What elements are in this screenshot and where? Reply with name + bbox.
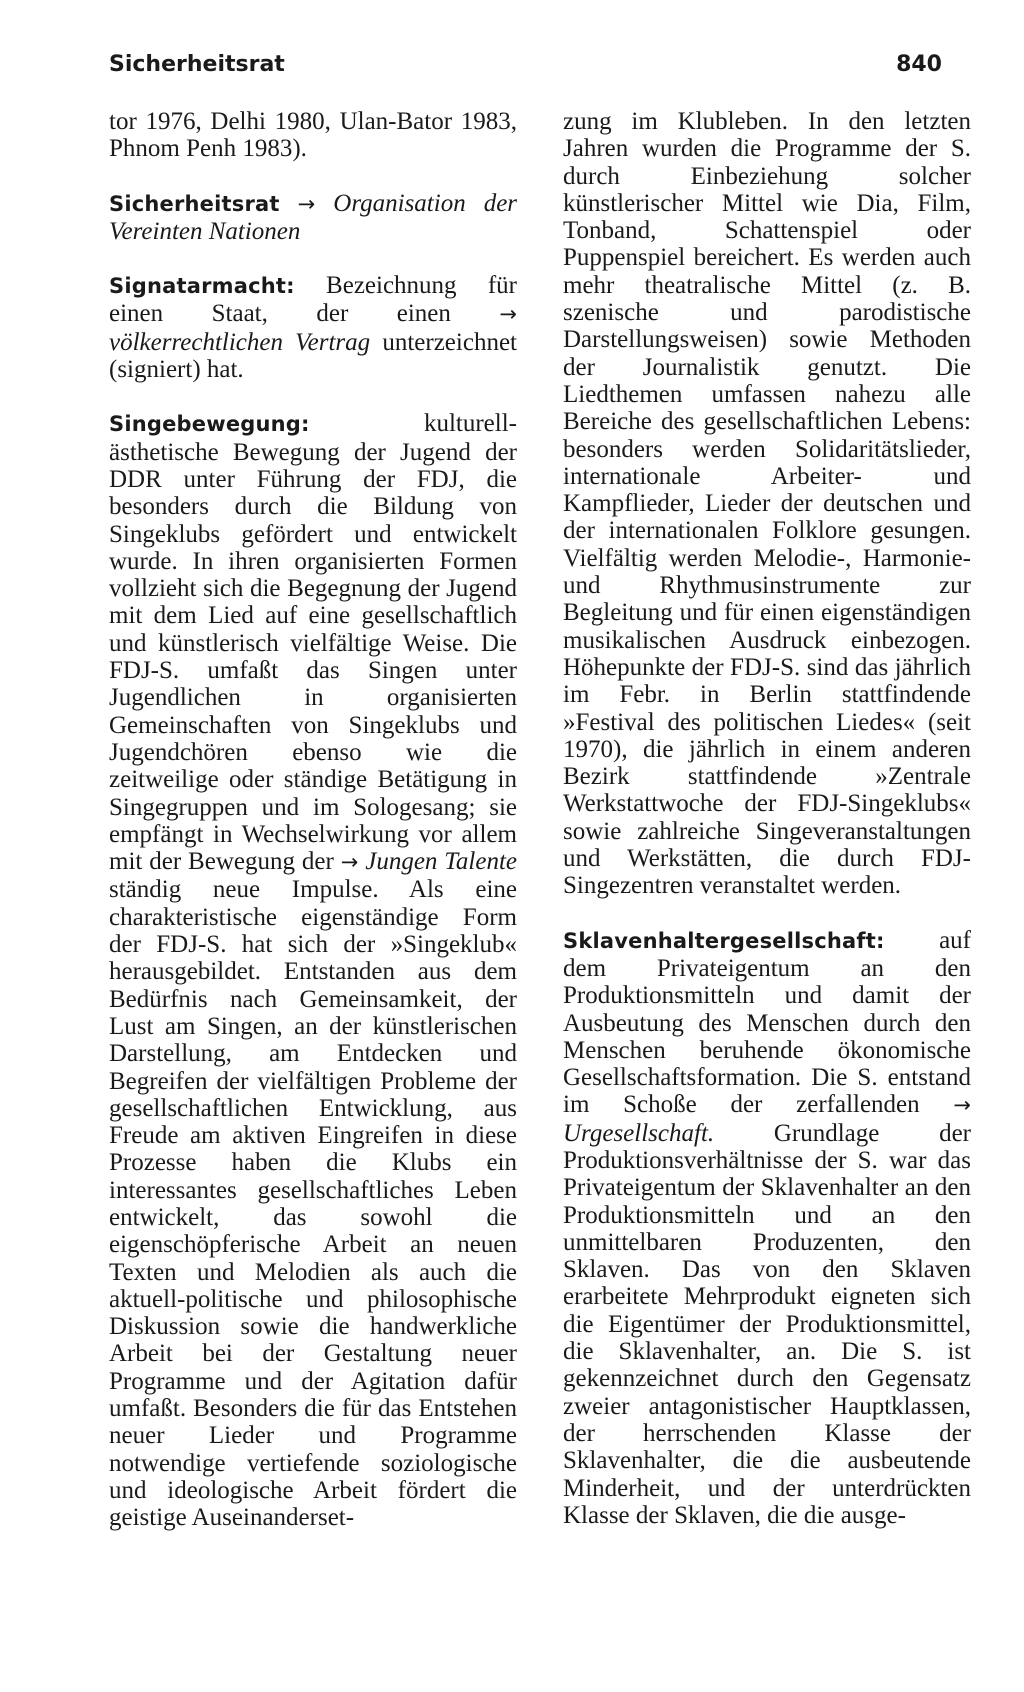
entry-text: Bezeichnung für einen Staat, der einen xyxy=(109,272,518,328)
headword-signatarmacht: Signatarmacht: xyxy=(109,274,295,299)
headword-sklavenhaltergesellschaft: Sklavenhaltergesellschaft: xyxy=(563,928,885,953)
headword-sicherheitsrat: Sicherheitsrat xyxy=(109,191,280,216)
entry-sklavenhaltergesellschaft xyxy=(563,927,971,1530)
entry-text: unterzeichnet (signiert) hat. xyxy=(109,328,517,384)
cross-reference-arrow-icon: → xyxy=(499,302,518,327)
left-column xyxy=(109,108,517,1532)
cross-reference-arrow-icon: → xyxy=(953,1093,972,1118)
entry-text: kulturell-ästhetische Bewegung der Jugend der DDR unter Führung der FDJ, die besonders durch die Bildung von Singeklubs gefördert und entwickelt wurde. In ihren organisierten Formen vollzieht sich die Begegnung der Jugend mit dem Lied auf eine gesellschaftlich und künstlerisch vielfältige Weise. Die FDJ-S. umfaßt das Singen unter Jugendlichen in organisierten Gemeinschaften von Singeklubs und Jugendchören ebenso wie die zeitweilige oder ständige Betätigung in Singegruppen und im Sologesang; sie empfängt in Wechselwirkung vor allem mit der Bewegung der xyxy=(109,410,517,876)
entry-text: auf dem Privateigentum an den Produktionsmitteln und damit der Ausbeutung des Menschen durch den Menschen beruhende ökonomische Gesellschaftsformation. Die S. entstand im Schoße der zerfallenden xyxy=(563,926,971,1119)
entry-singebewegung-continued xyxy=(563,108,971,900)
entry-text: Grundlage der Produktionsverhältnisse der S. war das Privateigentum der Sklavenhalter an den Produktionsmitteln und an den unmittelbaren Produzenten, den Sklaven. Das von den Sklaven erarbeitete Mehrprodukt eigneten sich die Eigentümer der Produktionsmittel, die Sklavenhalter, an. Die S. ist gekennzeichnet durch den Gegensatz zweier antagonistischer Hauptklassen, der herrschenden Klasse der Sklavenhalter, die die ausbeutende Minderheit, und der unterdrückten Klasse der Sklaven, die die ausge- xyxy=(563,1119,971,1529)
entry-text: zung im Klubleben. In den letzten Jahren wurden die Programme der S. durch Einbeziehung solcher künstlerischer Mittel wie Dia, Film, Tonband, Schattenspiel oder Puppenspiel bereichert. Es werden auch mehr theatralische Mittel (z. B. szenische und parodistische Darstellungsweisen) sowie Methoden der Journalistik genutzt. Die Liedthemen umfassen nahezu alle Bereiche des gesellschaftlichen Lebens: besonders werden Solidaritätslieder, internationale Arbeiter- und Kampflieder, Lieder der deutschen und der internationalen Folklore gesungen. Vielfältig werden Melodie-, Harmonie- und Rhythmusinstrumente zur Begleitung und für einen eigenständigen musikalischen Ausdruck einbezogen. Höhepunkte der FDJ-S. sind das jährlich im Febr. in Berlin stattfindende »Festival des politischen Liedes« (seit 1970), die jährlich in einem anderen Bezirk stattfindende »Zentrale Werkstattwoche der FDJ-Singeklubs« sowie zahlreiche Singeveranstaltungen und Werkstätten, die durch FDJ-Singezentren veranstaltet werden. xyxy=(563,108,971,900)
entry-signatarmacht xyxy=(109,272,517,383)
continuation-text: tor 1976, Delhi 1980, Ulan-Bator 1983, Phnom Penh 1983). xyxy=(109,108,517,163)
entry-sicherheitsrat xyxy=(109,190,517,246)
page-number: 840 xyxy=(896,52,942,77)
entry-text: ständig neue Impulse. Als eine charakteristische eigenständige Form der FDJ-S. hat sich der »Singeklub« herausgebildet. Entstanden aus dem Bedürfnis nach Gemeinsamkeit, der Lust am Singen, an der künstlerischen Darstellung, am Entdecken und Begreifen der vielfältigen Probleme der gesellschaftlichen Entwicklung, aus Freude am aktiven Eingreifen in diese Prozesse haben die Klubs ein interessantes gesellschaftliches Leben entwickelt, das sowohl die eigenschöpferische Arbeit an neuen Texten und Melodien als auch die aktuell-politische und philosophische Diskussion sowie die handwerkliche Arbeit bei der Gestaltung neuer Programme und der Agitation dafür umfaßt. Besonders die für das Entstehen neuer Lieder und Programme notwendige vertiefende soziologische und ideologische Arbeit fördert die geistige Auseinanderset- xyxy=(109,876,517,1532)
cross-reference-arrow-icon: → xyxy=(340,850,359,875)
cross-reference-organisation: Organisation der Vereinten Nationen xyxy=(109,189,518,245)
cross-reference-urgesellschaft: Urgesellschaft. xyxy=(563,1119,715,1147)
entry-singebewegung xyxy=(109,410,517,1531)
entry-continuation xyxy=(109,108,517,163)
right-column xyxy=(563,108,971,1529)
headword-singebewegung: Singebewegung: xyxy=(109,412,310,437)
running-head: Sicherheitsrat xyxy=(109,52,285,77)
cross-reference-arrow-icon: → xyxy=(297,191,316,216)
cross-reference-vertrag: völkerrechtlichen Vertrag xyxy=(109,328,371,356)
cross-reference-jungen-talente: Jungen Talente xyxy=(365,848,518,876)
